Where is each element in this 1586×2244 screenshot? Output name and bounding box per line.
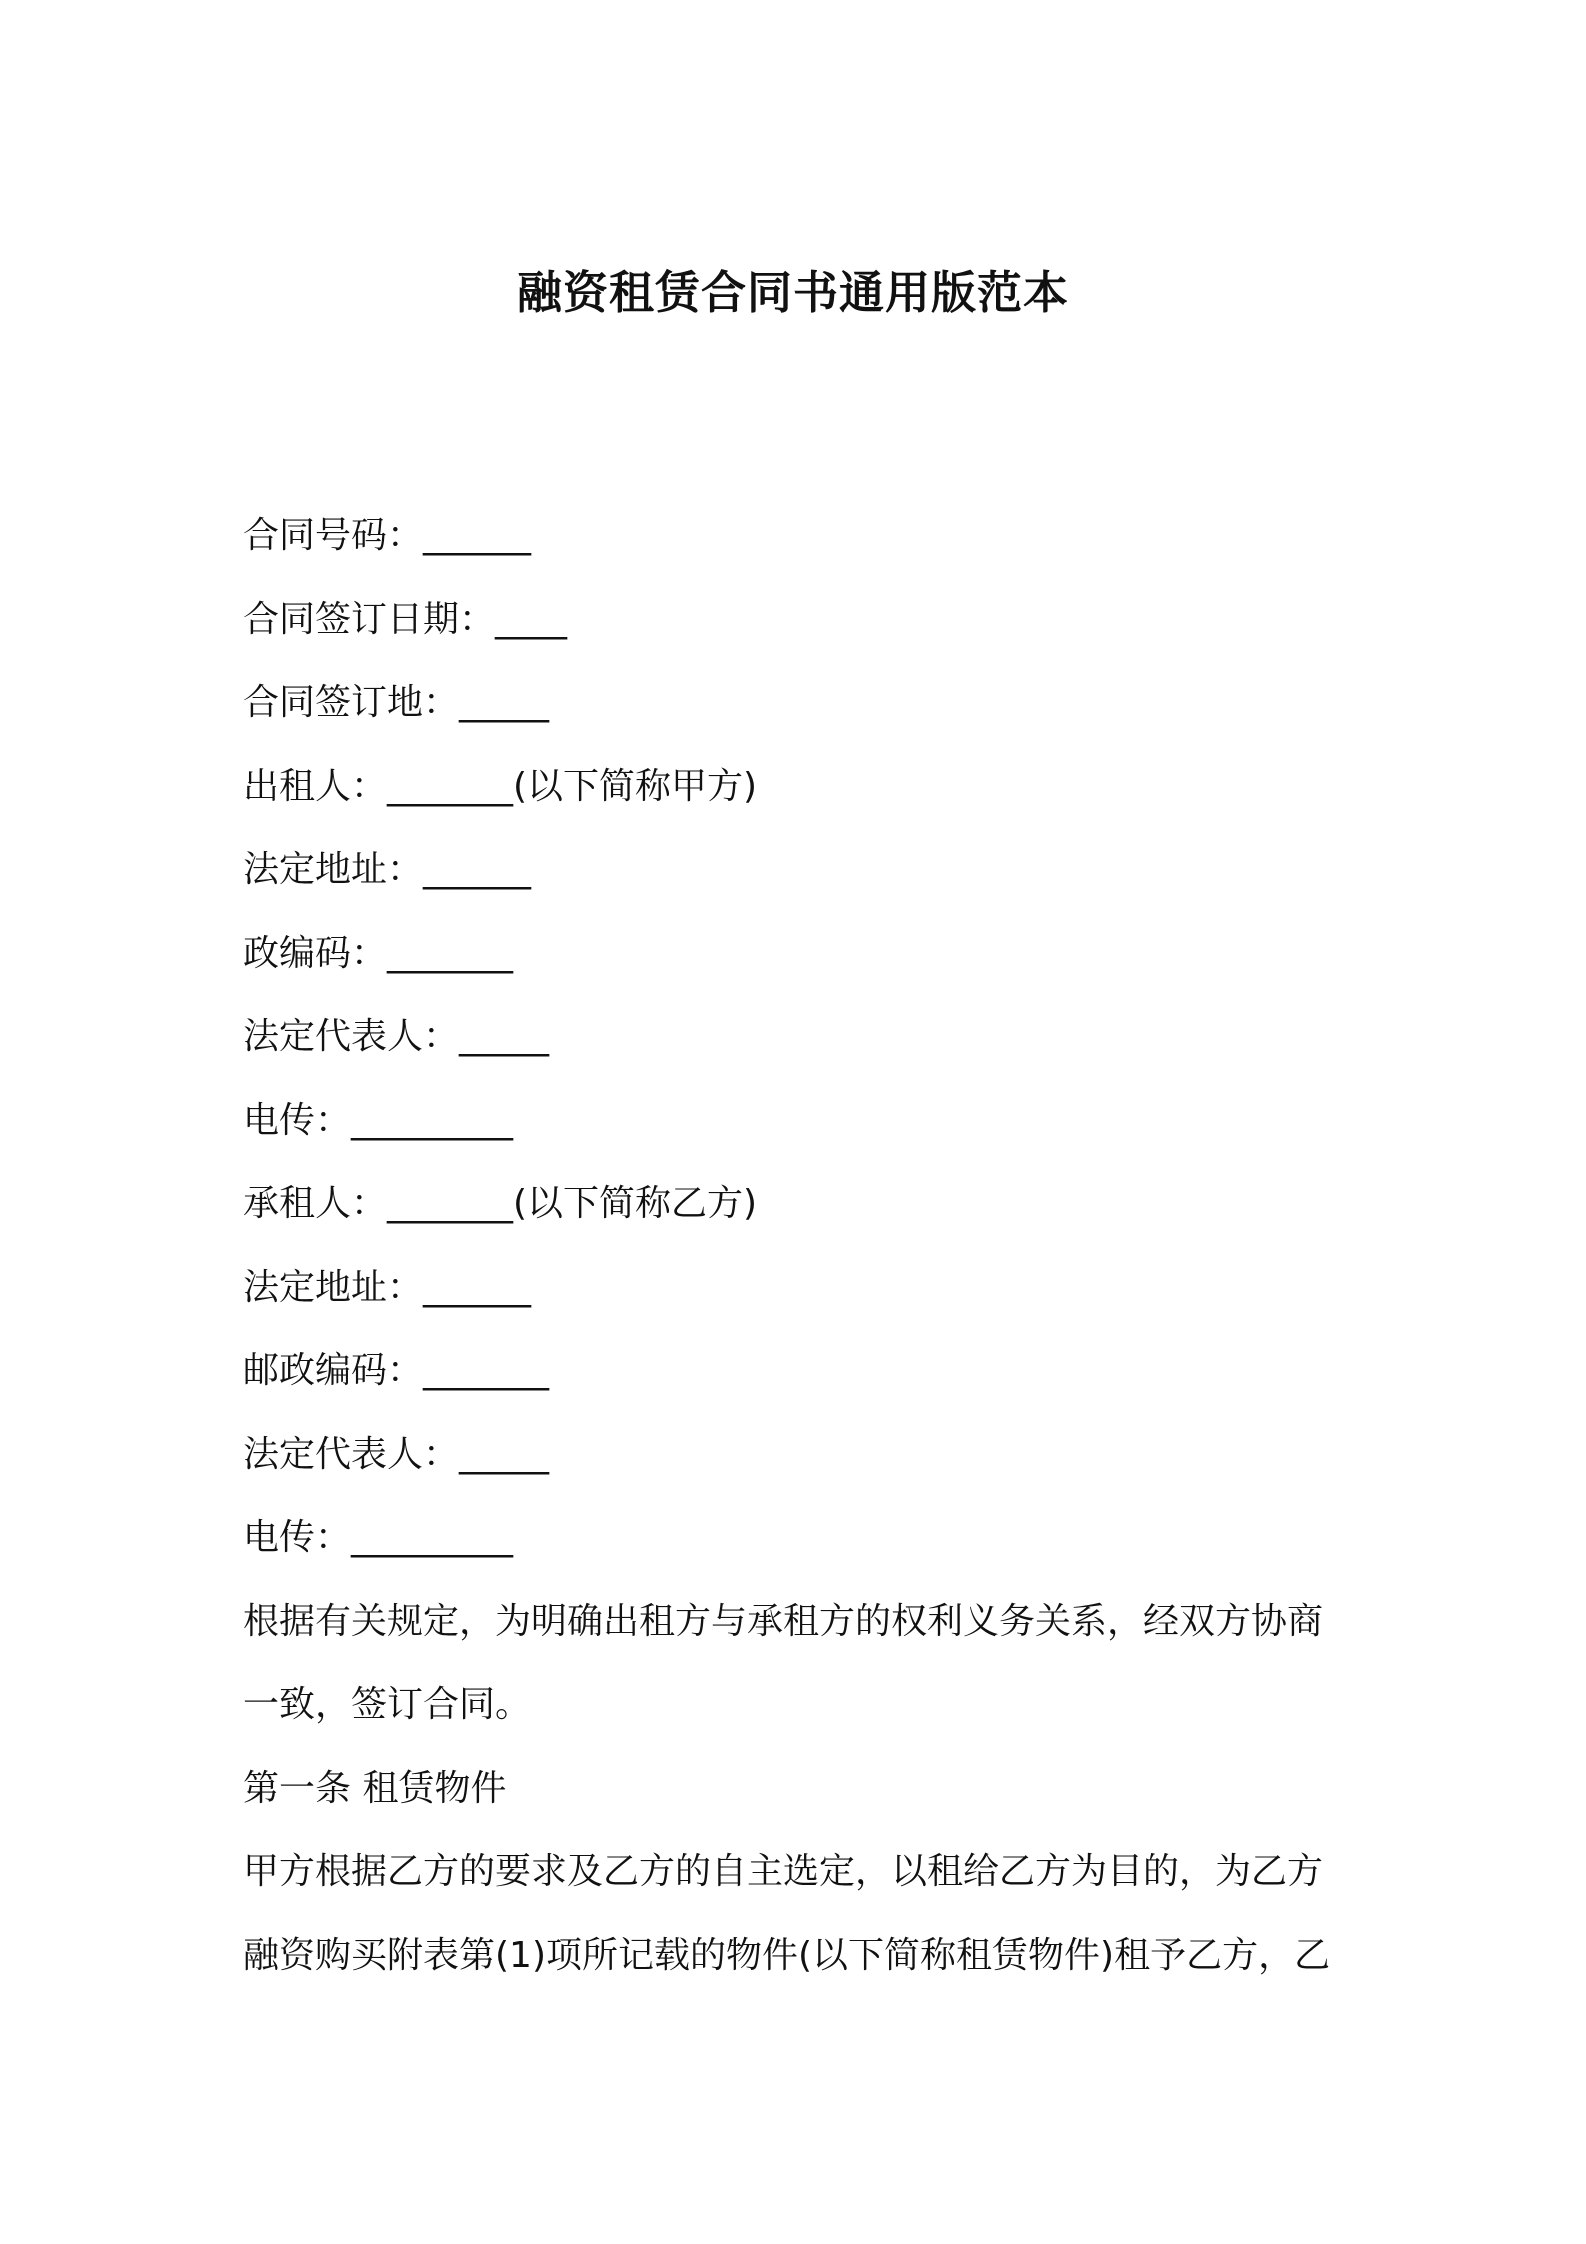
document-title: 融资租赁合同书通用版范本	[516, 266, 1069, 319]
lessor-representative-line: 法定代表人：_____	[243, 1016, 550, 1057]
preamble-line-2: 一致，签订合同。	[243, 1684, 532, 1725]
signing-date-line: 合同签订日期：____	[243, 598, 568, 640]
document-body	[243, 494, 1363, 1997]
lessor-fax-line: 电传：_________	[243, 1099, 514, 1141]
lessee-fax-line: 电传：_________	[243, 1517, 514, 1558]
article-1-heading: 第一条 租赁物件	[243, 1767, 507, 1809]
signing-place-line: 合同签订地：_____	[243, 682, 550, 723]
article-1-text-line-1: 甲方根据乙方的要求及乙方的自主选定，以租给乙方为目的，为乙方	[243, 1851, 1324, 1892]
preamble-line-1: 根据有关规定，为明确出租方与承租方的权利义务关系，经双方协商	[243, 1600, 1324, 1642]
lessor-line: 出租人：_______(以下简称甲方)	[243, 765, 758, 807]
article-1-text-line-2: 融资购买附表第(1)项所记载的物件(以下简称租赁物件)租予乙方，乙	[243, 1934, 1331, 1976]
lessee-line: 承租人：_______(以下简称乙方)	[243, 1183, 758, 1224]
lessor-address-line: 法定地址：______	[243, 849, 532, 890]
lessee-address-line: 法定地址：______	[243, 1266, 532, 1308]
contract-number-line: 合同号码：______	[243, 515, 532, 556]
lessee-representative-line: 法定代表人：_____	[243, 1433, 550, 1475]
lessee-postcode-line: 邮政编码：_______	[243, 1350, 550, 1391]
lessor-postcode-line: 政编码：_______	[243, 932, 514, 974]
